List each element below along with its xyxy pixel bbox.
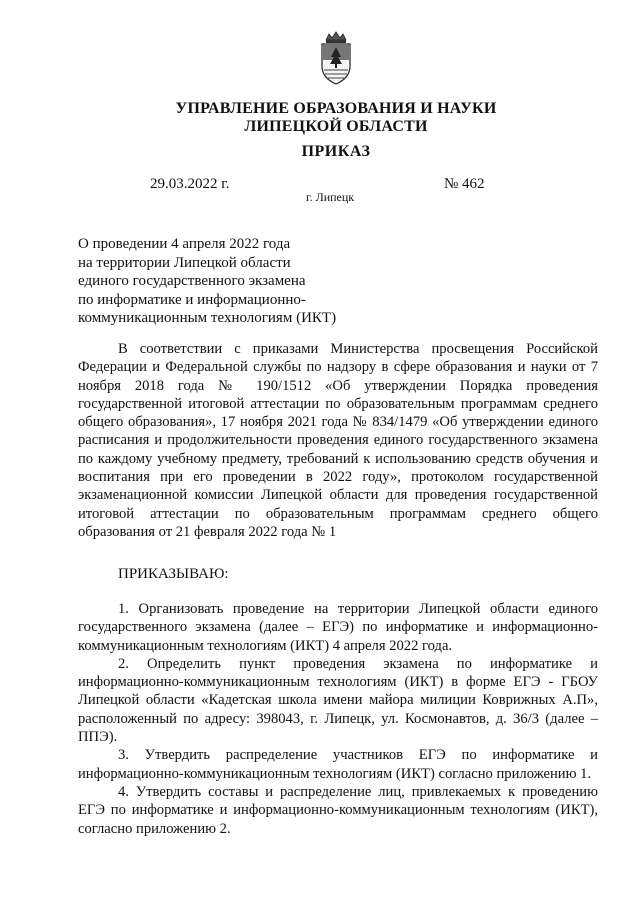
document-city: г. Липецк [306,190,355,204]
document-date: 29.03.2022 г. [150,176,230,192]
order-items [78,600,598,838]
document-type-title: ПРИКАЗ [301,143,371,160]
subject-line: единого государственного экзамена [78,273,306,289]
document-number: № 462 [444,176,485,192]
order-item-2: 2. Определить пункт проведения экзамена по информатике и информационно-коммуникационным технологиям (ИКТ) в форме ЕГЭ - ГБОУ Липецкой области «Кадетская школа имени майора милиции Коврижных А.П», расположенный по адресу: 398043, г. Липецк, ул. Космонавтов, д. 36/3 (далее – ППЭ). [78,655,598,746]
order-item-4: 4. Утвердить составы и распределение лиц, привлекаемых к проведению ЕГЭ по информатике и информационно-коммуникационным технологиям (ИКТ), согласно приложению 2. [78,783,598,837]
org-name-line2: ЛИПЕЦКОЙ ОБЛАСТИ [244,118,428,135]
preamble-paragraph: В соответствии с приказами Министерства просвещения Российской Федерации и Федеральной службы по надзору в сфере образования и науки от 7 ноября 2018 года № 190/1512 «Об утверждении Порядка проведения государственной итоговой аттестации по образовательным программам среднего общего образования», 17 ноября 2021 года № 834/1479 «Об утверждении единого расписания и продолжительности проведения единого государственного экзамена по каждому учебному предмету, требований к использованию средств обучения и воспитания при его проведении в 2022 году», протоколом государственной экзаменационной комиссии Липецкой области для проведения государственной итоговой аттестации по образовательным программам среднего общего образования от 21 февраля 2022 года № 1 [78,341,598,540]
order-item-3: 3. Утвердить распределение участников ЕГЭ по информатике и информационно-коммуникационным технологиям (ИКТ) согласно приложению 1. [78,747,598,782]
org-name-line1: УПРАВЛЕНИЕ ОБРАЗОВАНИЯ И НАУКИ [175,100,497,117]
subject-line: по информатике и информационно- [78,291,306,308]
subject-line: коммуникационным технологиям (ИКТ) [78,310,337,326]
document-subject [78,235,338,328]
order-item-1: 1. Организовать проведение на территории Липецкой области единого государственного экзамена (далее – ЕГЭ) по информатике и информационно-коммуникационным технологиям (ИКТ) 4 апреля 2022 года. [78,601,598,654]
subject-line: на территории Липецкой области [78,254,291,271]
order-word: ПРИКАЗЫВАЮ: [118,566,229,582]
coat-of-arms-lipetsk-icon [316,30,356,86]
subject-line: О проведении 4 апреля 2022 года [78,236,291,252]
